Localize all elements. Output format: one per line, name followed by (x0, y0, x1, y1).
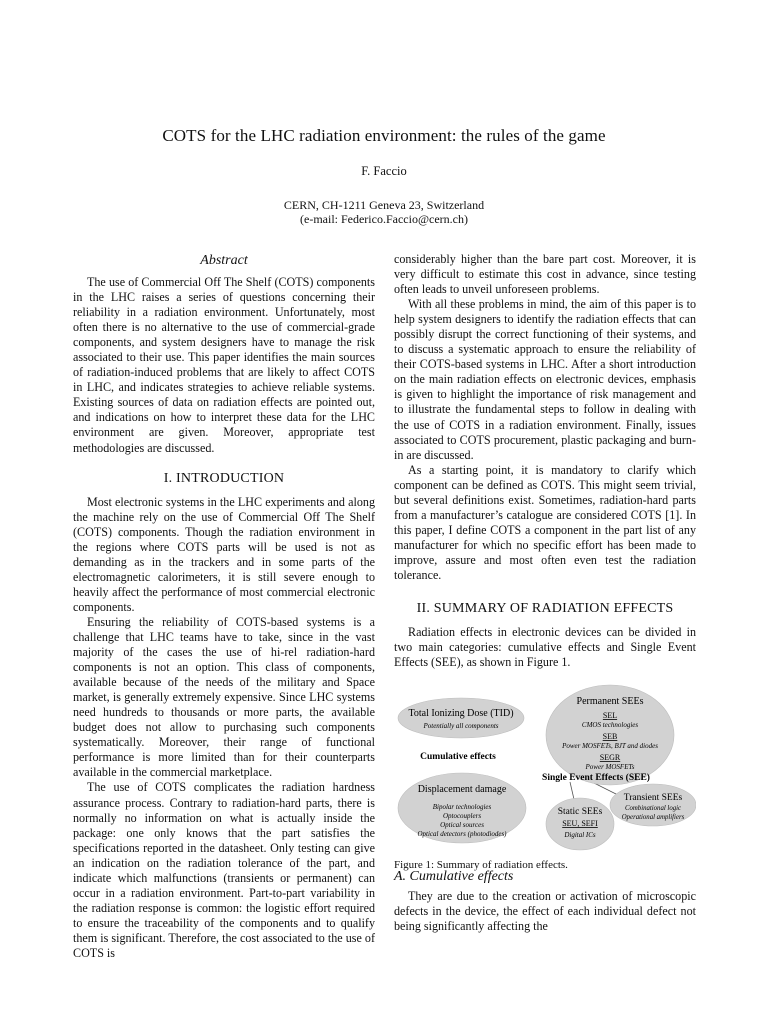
left-column (73, 252, 375, 961)
seb-sub: Power MOSFETs, BJT and diodes (562, 742, 658, 751)
intro-paragraph-5: As a starting point, it is mandatory to clarify which component can be defined as COTS. This might seem trivial, but several definitions exist. Sometimes, radiation-hard parts from a manufacturer’s catalogue are considered COTS [1]. In this paper, I define COTS a component in the part list of any manufacturer for which no specific effort has been made to improve, assure and most often even test the radiation tolerance. (394, 462, 696, 582)
section-heading-introduction: I. INTRODUCTION (163, 470, 285, 486)
cumulative-label: Cumulative effects (420, 752, 496, 763)
affiliation-email: (e-mail: Federico.Faccio@cern.ch) (300, 212, 468, 226)
figure-1-caption: Figure 1: Summary of radiation effects. (394, 859, 568, 872)
tid-title: Total Ionizing Dose (TID) (408, 708, 514, 720)
static-see-main: SEU, SEFI (562, 819, 598, 829)
permanent-see-title: Permanent SEEs (576, 696, 644, 708)
intro-paragraph-1: Most electronic systems in the LHC experiments and along the machine rely on the use of Commercial Off The Shelf (COTS) components. Though the radiation environment in the regions where COTS parts will be used is not as demanding as in the trackers and in some parts of the electromagnetic calorimeters, it is still severe enough to heavily affect the performance of most commercial electronic components. (73, 494, 375, 614)
author: F. Faccio (361, 164, 407, 178)
radiation-paragraph-1: Radiation effects in electronic devices can be divided in two main categories: cumulative effects and Single Event Effects (SEE), as shown in Figure 1. (394, 625, 696, 670)
cumulative-paragraph-1: They are due to the creation or activation of microscopic defects in the device, the effect of each individual defect not being significantly affecting the (394, 889, 696, 934)
segr-sub: Power MOSFETs (585, 763, 635, 772)
intro-paragraph-3: The use of COTS complicates the radiation hardness assurance process. Contrary to radiation-hard parts, there is normally no information on what is actually inside the package: one only knows that the part satisfies the specifications reported in the datasheet. Only testing can give an indication on the radiation tolerance of the part, and indicate which malfunctions (transients or permanent) can occur in a radiation environment. Part-to-part variability in the radiation response is common: the logistic effort required to ensure the traceability of the components and to qualify them is significant. Therefore, the cost associated to the use of COTS is (73, 780, 375, 960)
transient-see-item: Combinational logic (624, 805, 682, 813)
subsection-heading-cumulative: A. Cumulative effects (394, 869, 514, 885)
transient-see-item: Operational amplifiers (621, 814, 685, 822)
transient-see-title: Transient SEEs (623, 793, 683, 804)
seb-label: SEB (602, 732, 618, 742)
sel-sub: CMOS technologies (581, 721, 639, 730)
static-see-sub: Digital ICs (564, 831, 596, 840)
intro-paragraph-2: Ensuring the reliability of COTS-based systems is a challenge that LHC teams have to take, since in the vast majority of the cases the use of hi-rel radiation-hard components is not an option. This class of components, available because of the needs of the military and Space market, is generally extremely expensive. Since LHC systems need hundreds to thousands or more parts, the available budget does not allow to purchasing such components systematically. Moreover, their range of functional performance is more limited than for their counterparts available in the commercial marketplace. (73, 614, 375, 780)
page-title: COTS for the LHC radiation environment: the rules of the game (162, 126, 606, 145)
intro-paragraph-4: With all these problems in mind, the aim of this paper is to help system designers to identify the radiation effects that can possibly disrupt the correct functioning of their systems, and to discuss a systematic approach to ensure the reliability of their COTS-based systems in LHC. After a short introduction on the main radiation effects on electronic devices, emphasis is given to highlight the importance of risk management and to illustrate the fundamental steps to follow in dealing with the use of COTS in a radiation environment. Finally, issues associated to COTS procurement, plastic packaging and burn-in are discussed. (394, 297, 696, 462)
tid-sub: Potentially all components (423, 722, 499, 731)
displacement-title: Displacement damage (417, 784, 507, 796)
displacement-item: Optocouplers (442, 812, 482, 821)
abstract-text: The use of Commercial Off The Shelf (COTS) components in the LHC raises a series of questions concerning their reliability in a radiation environment. Unfortunately, most often there is no alternative to the use of commercial-grade components, and system designers have to manage the risk associated to their use. This paper identifies the main sources of radiation-induced problems that are likely to affect COTS in LHC, and indicates strategies to achieve reliable systems. Existing sources of data on radiation effects are pointed out, and indications on how to interpret these data for the LHC environment are given. Moreover, appropriate test methodologies are discussed. (73, 275, 375, 455)
see-label: Single Event Effects (SEE) (542, 773, 650, 784)
static-see-title: Static SEEs (557, 807, 603, 818)
figure-1 (394, 682, 696, 872)
abstract-heading: Abstract (200, 253, 248, 268)
right-column (394, 252, 696, 934)
affiliation (0, 198, 768, 226)
sel-label: SEL (602, 711, 618, 721)
segr-label: SEGR (599, 753, 621, 763)
displacement-item: Bipolar technologies (432, 803, 492, 812)
section-heading-radiation-effects: II. SUMMARY OF RADIATION EFFECTS (416, 601, 674, 617)
affiliation-address: CERN, CH-1211 Geneva 23, Switzerland (283, 198, 485, 212)
figure-1-diagram (394, 682, 696, 854)
displacement-item: Optical sources (440, 821, 484, 830)
displacement-item: Optical detectors (photodiodes) (417, 830, 507, 839)
intro-paragraph-3-continued: considerably higher than the bare part cost. Moreover, it is very difficult to estimate this cost in advance, since testing often leads to unveil unforeseen problems. (394, 252, 696, 297)
